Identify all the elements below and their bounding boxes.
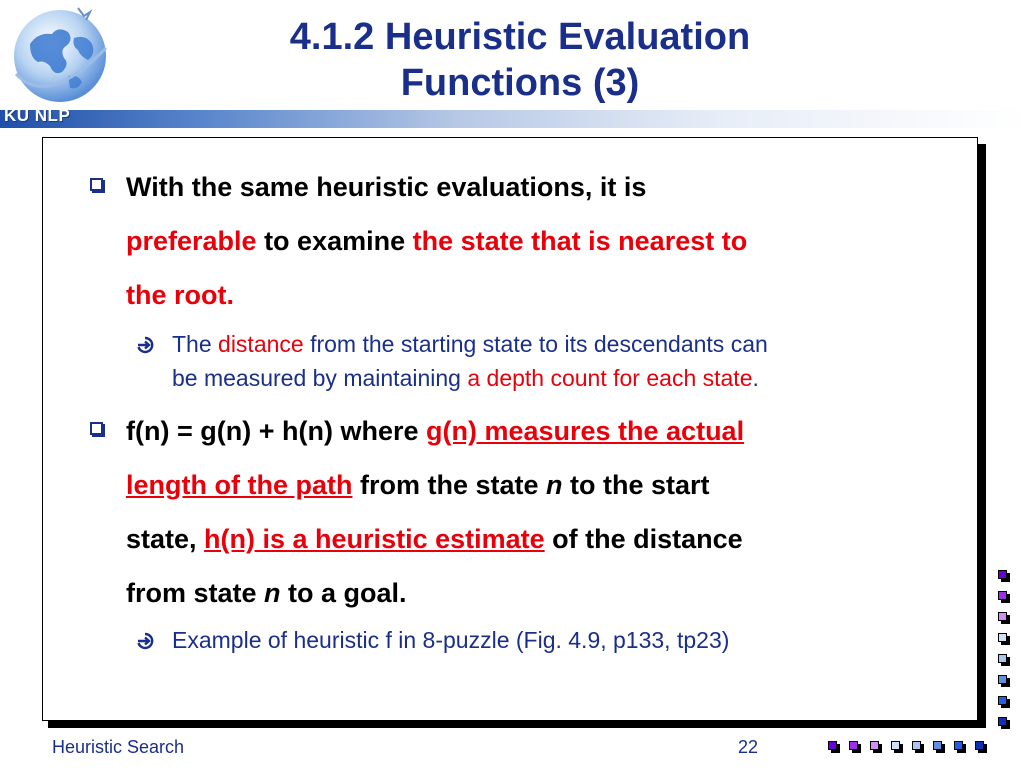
- decor-square: [998, 696, 1007, 705]
- sub-bullet-2-text: Example of heuristic f in 8-puzzle (Fig. 4.9, p133, tp23): [172, 627, 730, 653]
- decor-square: [849, 741, 858, 750]
- decor-square: [891, 741, 900, 750]
- bullet-1-preferable: preferable: [126, 226, 257, 256]
- title-line-2: Functions (3): [400, 62, 640, 104]
- decor-square: [998, 612, 1007, 621]
- decor-square: [998, 654, 1007, 663]
- square-bullet-icon: [90, 422, 103, 435]
- bullet-2-n2: n: [264, 578, 281, 608]
- bullet-2-d: state,: [126, 524, 205, 554]
- bullet-2-b: from the state: [352, 470, 547, 500]
- globe-icon: [8, 4, 116, 112]
- sub-bullet-1: [136, 327, 926, 395]
- decor-square: [954, 741, 963, 750]
- sub-1-depth-count: a depth count for each state: [467, 365, 753, 391]
- sub-1-distance: distance: [218, 331, 304, 357]
- bullet-2-n1: n: [546, 470, 563, 500]
- sub-1-period: .: [752, 365, 759, 391]
- bullet-2-text: [126, 404, 924, 620]
- logo-text: KU NLP: [4, 106, 71, 125]
- decor-square: [998, 717, 1007, 726]
- page-number: 22: [737, 737, 759, 757]
- bullet-item-1: [84, 160, 924, 322]
- sub-bullet-2: [136, 623, 926, 657]
- page-title: [150, 14, 890, 106]
- sub-1-a: The: [172, 331, 219, 357]
- bullet-1-text-b: to examine: [256, 226, 413, 256]
- arrow-bullet-icon: [136, 336, 154, 354]
- bullet-2-f: from state: [126, 578, 265, 608]
- bullet-item-2: [84, 404, 924, 620]
- square-bullet-icon: [90, 178, 103, 191]
- bullet-2-path: length of the path: [126, 470, 353, 500]
- bullet-2-hn: h(n) is a heuristic estimate: [204, 524, 545, 554]
- sub-1-c: be measured by maintaining: [172, 365, 468, 391]
- decor-square: [998, 633, 1007, 642]
- decor-square: [998, 570, 1007, 579]
- bullet-2-g: to a goal.: [280, 578, 407, 608]
- sub-bullet-1-text: [172, 327, 926, 395]
- bullet-2-gn: g(n) measures the actual: [425, 416, 745, 446]
- title-line-1: 4.1.2 Heuristic Evaluation: [289, 16, 751, 58]
- header-gradient-bar: [0, 110, 1024, 128]
- decor-square: [998, 675, 1007, 684]
- bullet-2-c: to the start: [562, 470, 710, 500]
- bullet-2-a: f(n) = g(n) + h(n) where: [126, 416, 426, 446]
- bullet-1-nearest: the state that is nearest to: [412, 226, 748, 256]
- decor-square: [933, 741, 942, 750]
- bullet-1-root: the root.: [126, 280, 234, 310]
- decor-square: [828, 741, 837, 750]
- decor-square: [912, 741, 921, 750]
- bullet-1-text: [126, 160, 924, 322]
- decor-square: [870, 741, 879, 750]
- decor-square: [975, 741, 984, 750]
- footer-title: Heuristic Search: [52, 737, 185, 757]
- bullet-1-text-a: With the same heuristic evaluations, it is: [126, 172, 647, 202]
- arrow-bullet-icon: [136, 632, 154, 650]
- bullet-2-e: of the distance: [544, 524, 743, 554]
- decor-square: [998, 591, 1007, 600]
- sub-1-b: from the starting state to its descendants can: [303, 331, 768, 357]
